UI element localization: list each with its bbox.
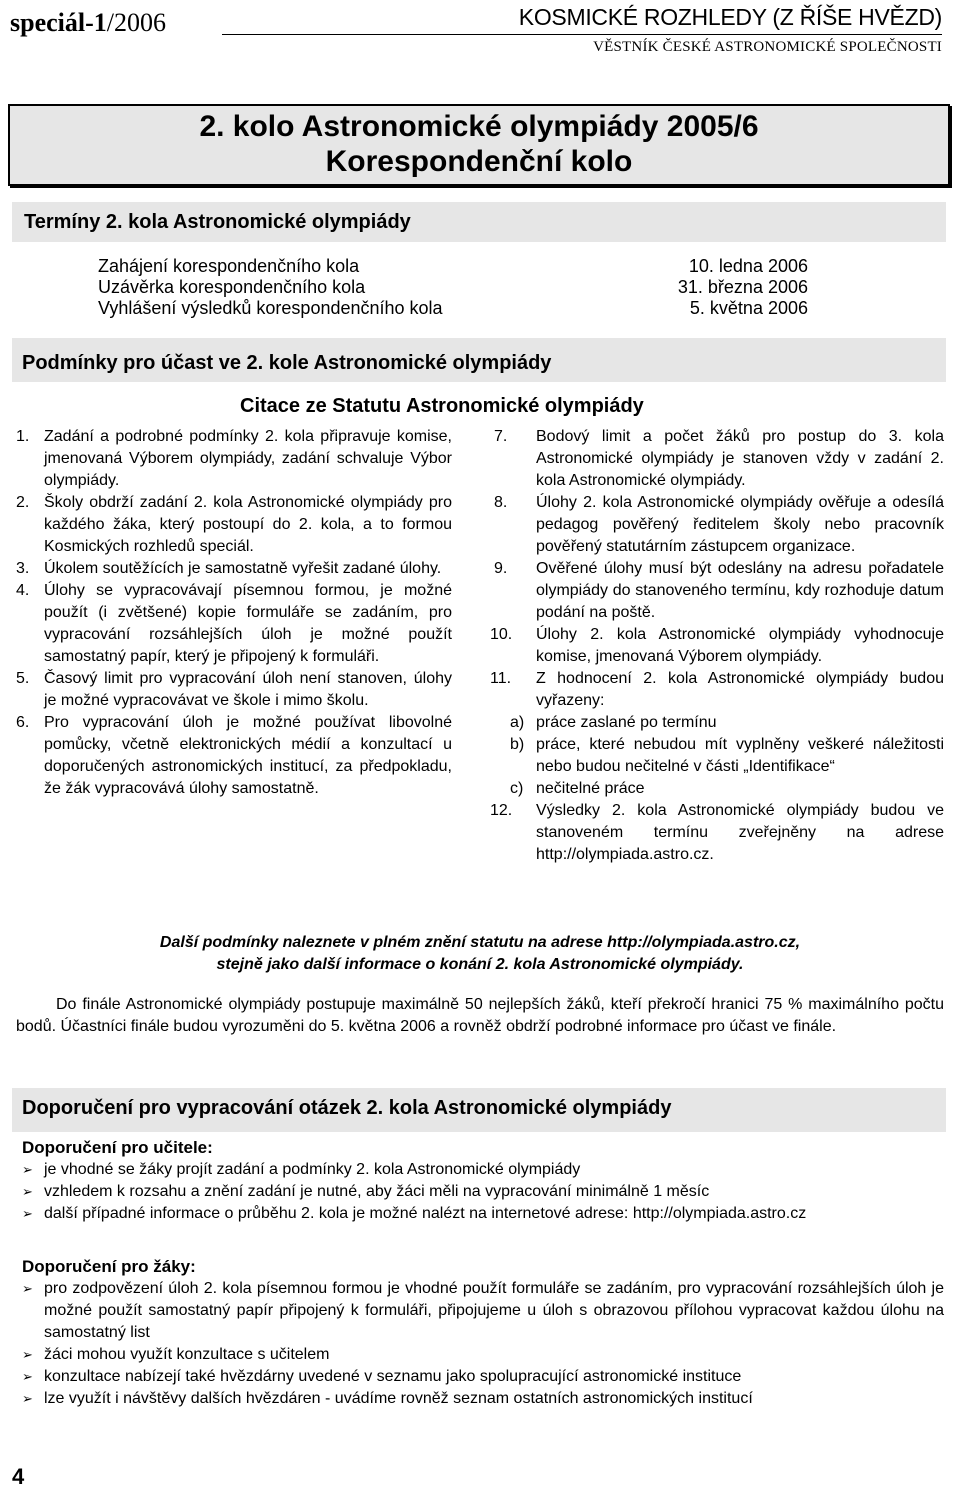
issue-label — [10, 8, 166, 38]
rule-number: 11. — [490, 670, 512, 687]
rule-text: Školy obdrží zadání 2. kola Astronomické olympiády pro každého žáka, který postoupí do 2. kola, a to formou Kosmických rozhledů speciál. — [44, 494, 452, 555]
list-item-text: je vhodné se žáky projít zadání a podmínky 2. kola Astronomické olympiády — [44, 1161, 581, 1178]
rule-text: Úkolem soutěžících je samostatně vyřešit zadané úlohy. — [44, 560, 442, 577]
rule-item — [490, 668, 944, 712]
subitem-letter: b) — [510, 736, 525, 753]
rule-number: 6. — [16, 714, 30, 731]
teachers-section — [22, 1137, 944, 1225]
subitem-text: práce, které nebudou mít vyplněny veškeré náležitosti nebo budou nečitelné v části „Identifikace“ — [536, 736, 944, 775]
rule-item — [490, 800, 944, 866]
rule-item — [490, 492, 944, 558]
rule-number: 4. — [16, 582, 30, 599]
further-info-line: Další podmínky naleznete v plném znění statutu na adrese http://olympiada.astro.cz, — [159, 934, 801, 951]
list-item — [22, 1203, 944, 1225]
subitem-text: práce zaslané po termínu — [536, 714, 717, 731]
rule-item — [490, 558, 944, 624]
list-item — [22, 1344, 944, 1366]
list-item-text: žáci mohou využít konzultace s učitelem — [44, 1346, 330, 1363]
rule-text: Z hodnocení 2. kola Astronomické olympiády budou vyřazeny: — [536, 670, 944, 709]
rule-item — [16, 668, 452, 712]
rule-number: 5. — [16, 670, 30, 687]
issue-number: speciál-1 — [10, 8, 107, 37]
rule-item — [16, 712, 452, 800]
bullet-arrow-icon: ➢ — [22, 1184, 33, 1199]
rule-text: Ověřené úlohy musí být odeslány na adresu pořadatele olympiády do stanoveného termínu, kdy rozhoduje datum podání na poště. — [536, 560, 944, 621]
rule-number: 9. — [494, 560, 508, 577]
term-label: Vyhlášení výsledků korespondenčního kola — [98, 298, 443, 318]
list-item-text: vzhledem k rozsahu a znění zadání je nutné, aby žáci měli na vypracování minimálně 1 měsíc — [44, 1183, 710, 1200]
term-label: Zahájení korespondenčního kola — [98, 256, 360, 276]
rule-number: 10. — [490, 626, 513, 643]
list-item — [22, 1159, 944, 1181]
term-label: Uzávěrka korespondenčního kola — [98, 277, 366, 297]
rules-left-column — [16, 426, 452, 800]
students-heading: Doporučení pro žáky: — [22, 1257, 196, 1276]
rule-number: 8. — [494, 494, 508, 511]
rule-text: Úlohy se vypracovávají písemnou formou, je možné použít (i zvětšené) kopie formuláře se zadáním, pro vypracování rozsáhlejších úloh je možné použít samostatný papír, který je připojený k formuláři. — [44, 582, 452, 665]
list-item — [22, 1388, 944, 1410]
rule-item — [16, 558, 452, 580]
rule-number: 7. — [494, 428, 508, 445]
rules-right-column — [490, 426, 944, 866]
list-item-text: lze využít i návštěvy dalších hvězdáren - uvádíme rovněž seznam ostatních astronomických institucí — [44, 1390, 753, 1407]
rule-text: Úlohy 2. kola Astronomické olympiády ověřuje a odesílá pedagog pověřený ředitelem školy nebo pracovník pověřený statutárním zástupcem organizace. — [536, 494, 944, 555]
list-item — [22, 1366, 944, 1388]
bullet-arrow-icon: ➢ — [22, 1347, 33, 1362]
rule-item — [490, 624, 944, 668]
magazine-title: KOSMICKÉ ROZHLEDY (Z ŘÍŠE HVĚZD) — [518, 4, 942, 30]
term-date: 10. ledna 2006 — [688, 256, 808, 276]
term-date: 5. května 2006 — [689, 298, 808, 318]
list-item — [22, 1181, 944, 1203]
list-item-text: konzultace nabízejí také hvězdárny uvedené v seznamu jako spolupracující astronomické instituce — [44, 1368, 742, 1385]
finale-paragraph: Do finále Astronomické olympiády postupuje maximálně 50 nejlepších žáků, kteří překročí hranici 75 % maximálního počtu bodů. Účastníci finále budou vyrozuměni do 5. května 2006 a rovněž obdrží podrobné informace pro účast ve finále. — [16, 996, 944, 1035]
rule-number: 1. — [16, 428, 30, 445]
list-item-text: pro zodpovězení úloh 2. kola písemnou formou je vhodné použít formuláře se zadáním, pro vypracování rozsáhlejších úloh je možné použít samostatný papír připojený k formuláři, připojujeme u úloh s obrazovou přílohou vypracovat každou úlohu na samostatný list — [44, 1280, 944, 1341]
list-item — [22, 1278, 944, 1344]
rule-text: Časový limit pro vypracování úloh není stanoven, úlohy je možné vypracovávat ve škole i mimo školu. — [44, 670, 452, 709]
term-row — [98, 276, 808, 298]
terms-heading: Termíny 2. kola Astronomické olympiády — [12, 202, 946, 242]
term-row — [98, 255, 808, 277]
further-info — [0, 932, 960, 976]
rule-item — [490, 426, 944, 492]
students-section — [22, 1256, 944, 1410]
rule-item — [16, 580, 452, 668]
issue-year: /2006 — [106, 8, 166, 37]
bullet-arrow-icon: ➢ — [22, 1162, 33, 1177]
page-number: 4 — [12, 1464, 25, 1489]
rule-text: Pro vypracování úloh je možné používat libovolné pomůcky, včetně elektronických médií a konzultací u doporučených astronomických institucí, za předpokladu, že žák vypracovává úlohy samostatně. — [44, 714, 452, 797]
publisher-title: VĚSTNÍK ČESKÉ ASTRONOMICKÉ SPOLEČNOSTI — [593, 39, 942, 55]
bullet-arrow-icon: ➢ — [22, 1206, 33, 1221]
rule-text: Bodový limit a počet žáků pro postup do 3. kola Astronomické olympiády je stanoven vždy v zadání 2. kola Astronomické olympiády. — [536, 428, 944, 489]
rule-text: Zadání a podrobné podmínky 2. kola připravuje komise, jmenovaná Výborem olympiády, zadání schvaluje Výbor olympiády. — [44, 428, 452, 489]
recommend-heading: Doporučení pro vypracování otázek 2. kola Astronomické olympiády — [12, 1088, 946, 1132]
rule-subitem — [490, 712, 944, 734]
citation-heading: Citace ze Statutu Astronomické olympiády — [240, 395, 644, 417]
page-title: 2. kolo Astronomické olympiády 2005/6 — [199, 110, 759, 143]
subitem-letter: a) — [510, 714, 525, 731]
rule-subitem — [490, 734, 944, 778]
bullet-arrow-icon: ➢ — [22, 1281, 33, 1296]
rule-text: Úlohy 2. kola Astronomické olympiády vyhodnocuje komise, jmenovaná Výborem olympiády. — [536, 626, 944, 665]
subitem-letter: c) — [510, 780, 524, 797]
list-item-text: další případné informace o průběhu 2. kola je možné nalézt na internetové adrese: http://olympiada.astro.cz — [44, 1205, 807, 1222]
rule-text: Výsledky 2. kola Astronomické olympiády budou ve stanoveném termínu zveřejněny na adrese http://olympiada.astro.cz. — [536, 802, 944, 863]
title-box — [8, 104, 950, 186]
bullet-arrow-icon: ➢ — [22, 1391, 33, 1406]
teachers-heading: Doporučení pro učitele: — [22, 1138, 213, 1157]
bullet-arrow-icon: ➢ — [22, 1369, 33, 1384]
rule-subitem — [490, 778, 944, 800]
rule-number: 2. — [16, 494, 30, 511]
rule-item — [16, 426, 452, 492]
rule-number: 12. — [490, 802, 513, 819]
header-rule — [222, 34, 942, 35]
term-row — [98, 297, 808, 319]
rule-number: 3. — [16, 560, 30, 577]
subitem-text: nečitelné práce — [536, 780, 645, 797]
rule-item — [16, 492, 452, 558]
page-subtitle: Korespondenční kolo — [325, 145, 633, 178]
conditions-heading: Podmínky pro účast ve 2. kole Astronomické olympiády — [12, 338, 946, 382]
further-info-line: stejně jako další informace o konání 2. kola Astronomické olympiády. — [216, 956, 744, 973]
term-date: 31. března 2006 — [677, 277, 808, 297]
